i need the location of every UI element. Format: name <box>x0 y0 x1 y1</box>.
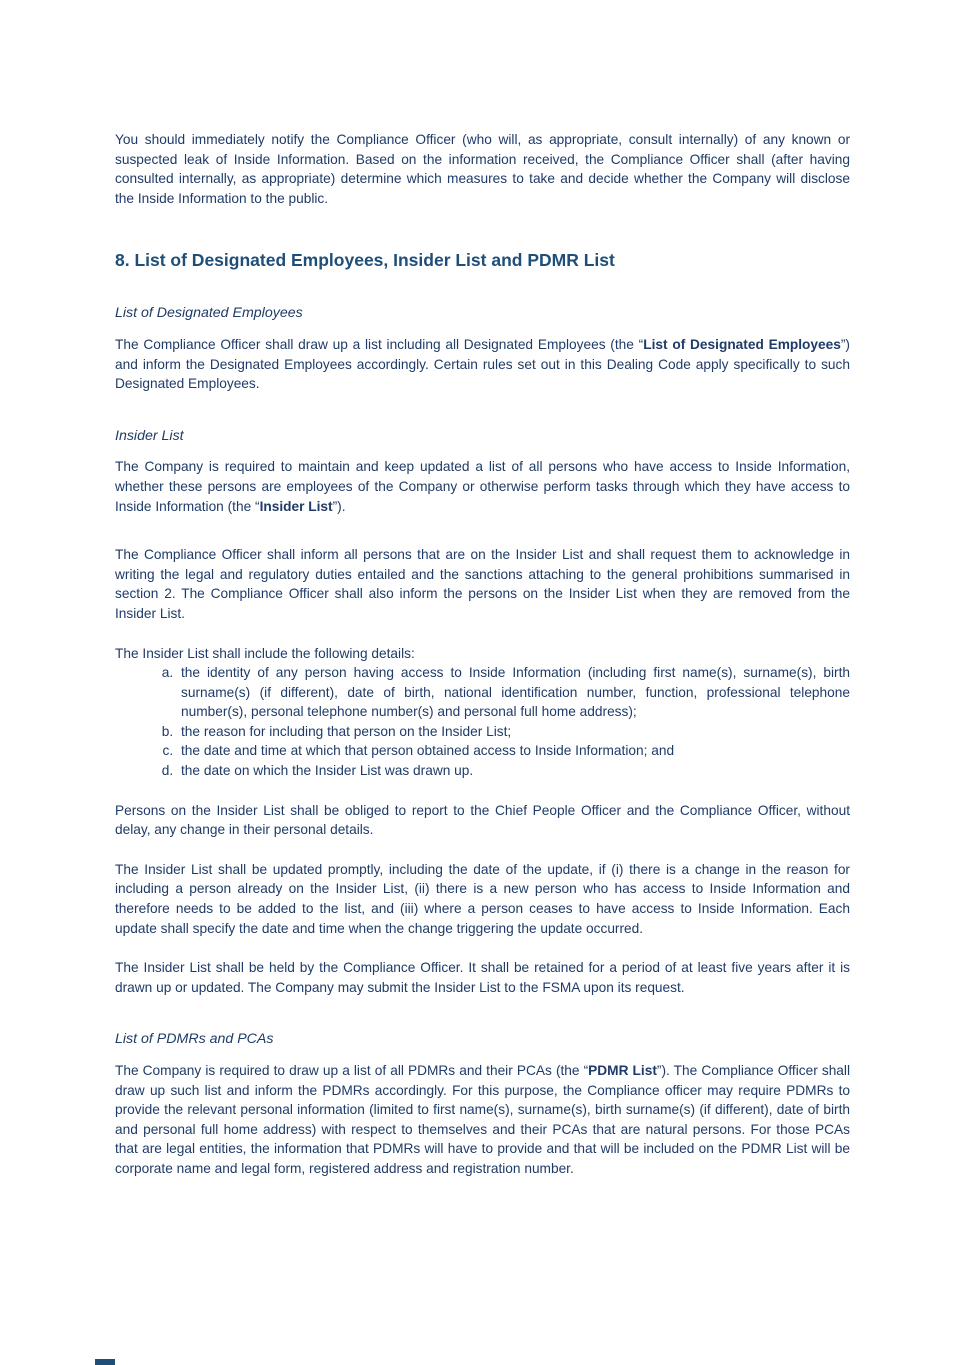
footer-mark <box>95 1359 115 1365</box>
section-heading: 8. List of Designated Employees, Insider List and PDMR List <box>115 250 615 271</box>
subheading-designated-employees: List of Designated Employees <box>115 305 303 322</box>
pdmr-list-paragraph <box>115 1061 850 1179</box>
insider-list-detail-item: a. the identity of any person having access to Inside Information (including first name(s), surname(s), birth surname(s) (if different), date of birth, national identification number, function, professional telephone number(s), personal telephone number(s) and personal full home address); <box>177 663 850 722</box>
insider-list-paragraph-4: The Insider List shall be updated promptly, including the date of the update, if (i) there is a change in the reason for including a person already on the Insider List, (ii) there is a new person who has access to Inside Information and therefore needs to be added to the list, and (iii) where a person ceases to have access to Inside Information. Each update shall specify the date and time when the change triggering the update occurred. <box>115 861 850 936</box>
insider-list-details <box>115 663 850 781</box>
insider-list-paragraph-2: The Compliance Officer shall inform all persons that are on the Insider List and shall request them to acknowledge in writing the legal and regulatory duties entailed and the sanctions attaching to the general prohibitions summarised in section 2. The Compliance Officer shall also inform the persons on the Insider List when they are removed from the Insider List. <box>115 547 850 621</box>
insider-list-paragraph-5: The Insider List shall be held by the Compliance Officer. It shall be retained for a period of at least five years after it is drawn up or updated. The Company may submit the Insider List to the FSMA upon its request. <box>115 960 850 995</box>
text-run: The Company is required to draw up a list of all PDMRs and their PCAs (the “ <box>115 1063 589 1078</box>
insider-list-detail-item: c. the date and time at which that person obtained access to Inside Information; and <box>177 741 850 761</box>
text-run: ”). The Compliance Officer shall draw up such list and inform the PDMRs accordingly. For this purpose, the Compliance officer may require PDMRs to provide the relevant personal information (limited to first name(s), surname(s), birth surname(s) (if different), date of birth and personal full home address) with respect to themselves and their PCAs that are natural persons. For those PCAs that are legal entities, the information that PDMRs will have to provide and that will be included on the PDMR List will be corporate name and legal form, registered address and registration number. <box>115 1063 850 1176</box>
designated-employees-paragraph <box>115 335 850 394</box>
defined-term: Insider List <box>259 498 333 514</box>
insider-list-paragraph-3: Persons on the Insider List shall be obliged to report to the Chief People Officer and the Compliance Officer, without delay, any change in their personal details. <box>115 802 850 838</box>
subheading-insider-list: Insider List <box>115 427 184 444</box>
defined-term: PDMR List <box>588 1063 657 1078</box>
insider-list-paragraph-1 <box>115 457 850 516</box>
text-run: The Company is required to maintain and keep updated a list of all persons who have access to Inside Information, whether these persons are employees of the Company or otherwise perform tasks through which they have access to Inside Information (the “ <box>115 459 850 514</box>
text-run: ”) and inform the Designated Employees accordingly. Certain rules set out in this Dealing Code apply specifically to such Designated Employees. <box>115 336 850 392</box>
subheading-pdmr-list: List of PDMRs and PCAs <box>115 1031 274 1048</box>
defined-term: List of Designated Employees <box>643 336 841 352</box>
insider-list-details-lead: The Insider List shall include the following details: <box>115 645 415 661</box>
intro-paragraph: You should immediately notify the Compliance Officer (who will, as appropriate, consult internally) of any known or suspected leak of Inside Information. Based on the information received, the Compliance Officer shall (after having consulted internally, as appropriate) determine which measures to take and decide whether the Company will disclose the Inside Information to the public. <box>115 132 850 206</box>
insider-list-detail-item: b. the reason for including that person on the Insider List; <box>177 722 850 742</box>
text-run: The Compliance Officer shall draw up a list including all Designated Employees (the “ <box>115 336 644 352</box>
insider-list-detail-item: d. the date on which the Insider List was drawn up. <box>177 761 850 781</box>
text-run: ”). <box>332 498 346 514</box>
